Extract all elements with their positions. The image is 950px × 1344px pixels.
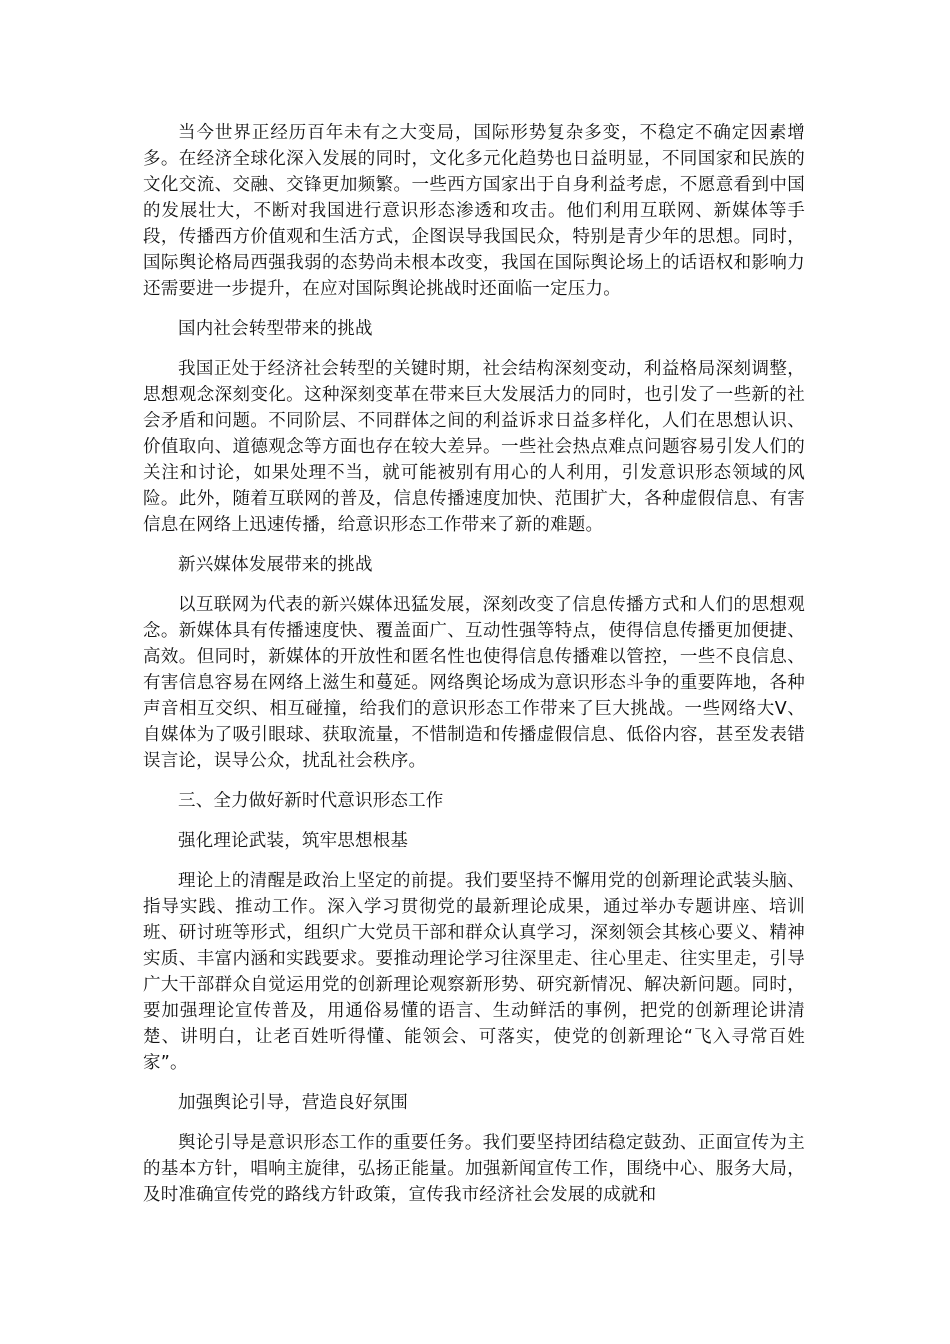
body-paragraph: 理论上的清醒是政治上坚定的前提。我们要坚持不懈用党的创新理论武装头脑、指导实践、推动工作。深入学习贯彻党的最新理论成果，通过举办专题讲座、培训班、研讨班等形式，组织广大党员干部和群众认真学习，深刻领会其核心要义、精神实质、丰富内涵和实践要求。要推动理论学习往深里走、往心里走、往实里走，引导广大干部群众自觉运用党的创新理论观察新形势、研究新情况、解决新问题。同时，要加强理论宣传普及，用通俗易懂的语言、生动鲜活的事例，把党的创新理论讲清楚、讲明白，让老百姓听得懂、能领会、可落实，使党的创新理论“飞入寻常百姓家”。 [143, 871, 805, 1073]
section-heading: 国内社会转型带来的挑战 [178, 319, 373, 339]
body-paragraph: 以互联网为代表的新兴媒体迅猛发展，深刻改变了信息传播方式和人们的思想观念。新媒体具有传播速度快、覆盖面广、互动性强等特点，使得信息传播更加便捷、高效。但同时，新媒体的开放性和匿名性也使得信息传播难以管控，一些不良信息、有害信息容易在网络上滋生和蔓延。网络舆论场成为意识形态斗争的重要阵地，各种声音相互交织、相互碰撞，给我们的意识形态工作带来了巨大挑战。一些网络大V、自媒体为了吸引眼球、获取流量，不惜制造和传播虚假信息、低俗内容，甚至发表错误言论，误导公众，扰乱社会秩序。 [143, 595, 805, 771]
body-paragraph: 我国正处于经济社会转型的关键时期，社会结构深刻变动，利益格局深刻调整，思想观念深刻变化。这种深刻变革在带来巨大发展活力的同时，也引发了一些新的社会矛盾和问题。不同阶层、不同群体之间的利益诉求日益多样化，人们在思想认识、价值取向、道德观念等方面也存在较大差异。一些社会热点难点问题容易引发人们的关注和讨论，如果处理不当，就可能被别有用心的人利用，引发意识形态领域的风险。此外，随着互联网的普及，信息传播速度加快、范围扩大，各种虚假信息、有害信息在网络上迅速传播，给意识形态工作带来了新的难题。 [143, 359, 805, 535]
section-heading: 加强舆论引导，营造良好氛围 [178, 1093, 409, 1113]
section-heading: 三、全力做好新时代意识形态工作 [178, 791, 444, 811]
document-page [143, 120, 805, 1222]
section-heading: 新兴媒体发展带来的挑战 [178, 555, 373, 575]
body-paragraph: 当今世界正经历百年未有之大变局，国际形势复杂多变，不稳定不确定因素增多。在经济全球化深入发展的同时，文化多元化趋势也日益明显，不同国家和民族的文化交流、交融、交锋更加频繁。一些西方国家出于自身利益考虑，不愿意看到中国的发展壮大，不断对我国进行意识形态渗透和攻击。他们利用互联网、新媒体等手段，传播西方价值观和生活方式，企图误导我国民众，特别是青少年的思想。同时，国际舆论格局西强我弱的态势尚未根本改变，我国在国际舆论场上的话语权和影响力还需要进一步提升，在应对国际舆论挑战时还面临一定压力。 [143, 123, 805, 299]
section-heading: 强化理论武装，筑牢思想根基 [178, 831, 409, 851]
body-paragraph: 舆论引导是意识形态工作的重要任务。我们要坚持团结稳定鼓劲、正面宣传为主的基本方针，唱响主旋律，弘扬正能量。加强新闻宣传工作，围绕中心、服务大局，及时准确宣传党的路线方针政策，宣传我市经济社会发展的成就和 [143, 1133, 805, 1205]
